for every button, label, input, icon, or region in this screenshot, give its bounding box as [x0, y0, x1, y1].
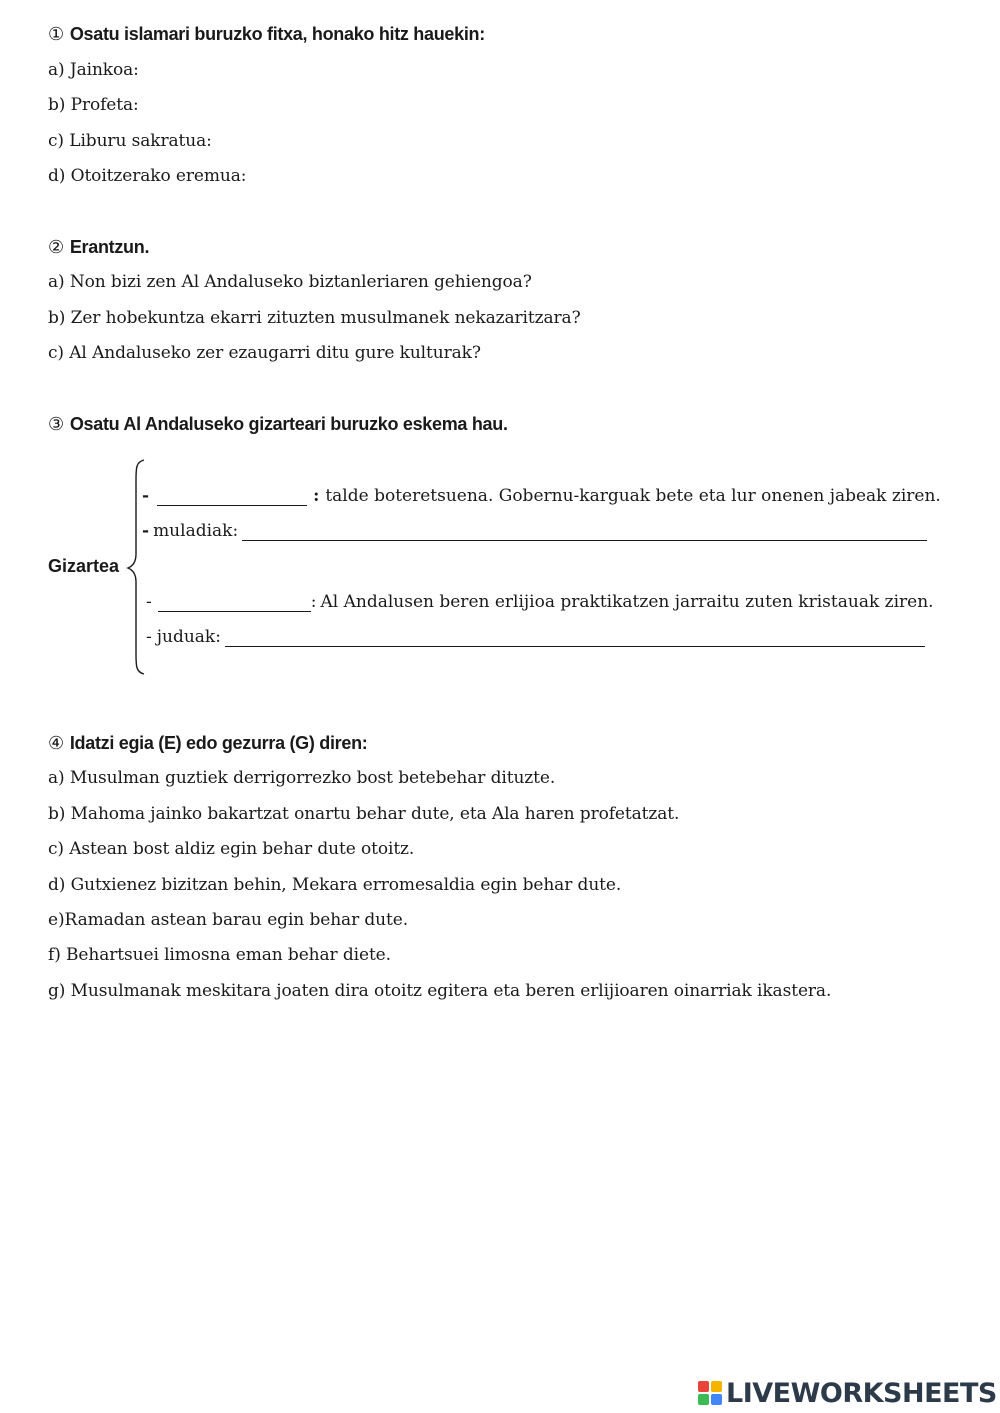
scheme-row-4-blank[interactable] — [225, 630, 925, 647]
section-4-item-d: d) Gutxienez bizitzan behin, Mekara erromesaldia egin behar dute. — [48, 875, 622, 895]
section-1-heading — [48, 24, 485, 45]
section-4-item-a: a) Musulman guztiek derrigorrezko bost betebehar dituzte. — [48, 768, 556, 788]
section-1-item-d: d) Otoitzerako eremua: — [48, 166, 247, 186]
liveworksheets-logo-icon — [697, 1380, 723, 1406]
liveworksheets-logo[interactable] — [697, 1378, 997, 1408]
section-1-title: Osatu islamari buruzko fitxa, honako hitz hauekin: — [69, 24, 485, 44]
section-4-heading — [48, 733, 367, 754]
section-2-item-b: b) Zer hobekuntza ekarri zituzten musulmanek nekazaritzara? — [48, 308, 581, 328]
section-1-item-a: a) Jainkoa: — [48, 60, 139, 80]
section-2-title: Erantzun. — [69, 237, 150, 257]
scheme-row-1-text: talde boteretsuena. Gobernu-karguak bete eta lur onenen jabeak ziren. — [325, 486, 941, 506]
section-3-number: ③ — [48, 414, 64, 434]
scheme-row-1-dash: - — [142, 486, 150, 506]
scheme-row-4 — [146, 627, 925, 647]
scheme-row-2 — [142, 521, 927, 541]
scheme-row-2-dash: - — [142, 521, 150, 541]
section-4-item-f: f) Behartsuei limosna eman behar diete. — [48, 945, 391, 965]
scheme-row-3-colon: : — [310, 592, 317, 612]
scheme-row-1-colon: : — [313, 486, 320, 506]
scheme-row-3-dash: - — [146, 592, 152, 612]
section-2-heading — [48, 237, 149, 258]
scheme-row-1 — [142, 486, 941, 506]
section-2-item-a: a) Non bizi zen Al Andaluseko biztanleriaren gehiengoa? — [48, 272, 532, 292]
scheme-row-3-text: Al Andalusen beren erlijioa praktikatzen jarraitu zuten kristauak ziren. — [320, 592, 934, 612]
scheme-row-2-label: muladiak: — [153, 521, 239, 541]
section-1-item-c: c) Liburu sakratua: — [48, 131, 212, 151]
liveworksheets-brand: LIVEWORKSHEETS — [726, 1377, 997, 1409]
section-2-item-c: c) Al Andaluseko zer ezaugarri ditu gure kulturak? — [48, 343, 481, 363]
scheme-root-label: Gizartea — [48, 556, 120, 576]
section-4-title: Idatzi egia (E) edo gezurra (G) diren: — [69, 733, 368, 753]
section-3-title: Osatu Al Andaluseko gizarteari buruzko eskema hau. — [69, 414, 508, 434]
section-4-item-e: e)Ramadan astean barau egin behar dute. — [48, 910, 409, 930]
scheme-row-4-label: juduak: — [156, 627, 221, 647]
scheme-row-4-dash: - — [146, 627, 152, 647]
scheme-row-3 — [146, 592, 934, 612]
section-1-item-b: b) Profeta: — [48, 95, 139, 115]
scheme-row-1-blank[interactable] — [157, 489, 307, 506]
scheme-row-2-blank[interactable] — [242, 524, 927, 541]
scheme-row-3-blank[interactable] — [158, 595, 311, 612]
section-4-item-c: c) Astean bost aldiz egin behar dute otoitz. — [48, 839, 415, 859]
section-4-number: ④ — [48, 733, 64, 753]
section-3-heading — [48, 414, 508, 435]
section-4-item-g: g) Musulmanak meskitara joaten dira otoitz egitera eta beren erlijioaren oinarriak ikastera. — [48, 981, 832, 1001]
section-2-number: ② — [48, 237, 64, 257]
section-4-item-b: b) Mahoma jainko bakartzat onartu behar dute, eta Ala haren profetatzat. — [48, 804, 680, 824]
section-1-number: ① — [48, 24, 64, 44]
